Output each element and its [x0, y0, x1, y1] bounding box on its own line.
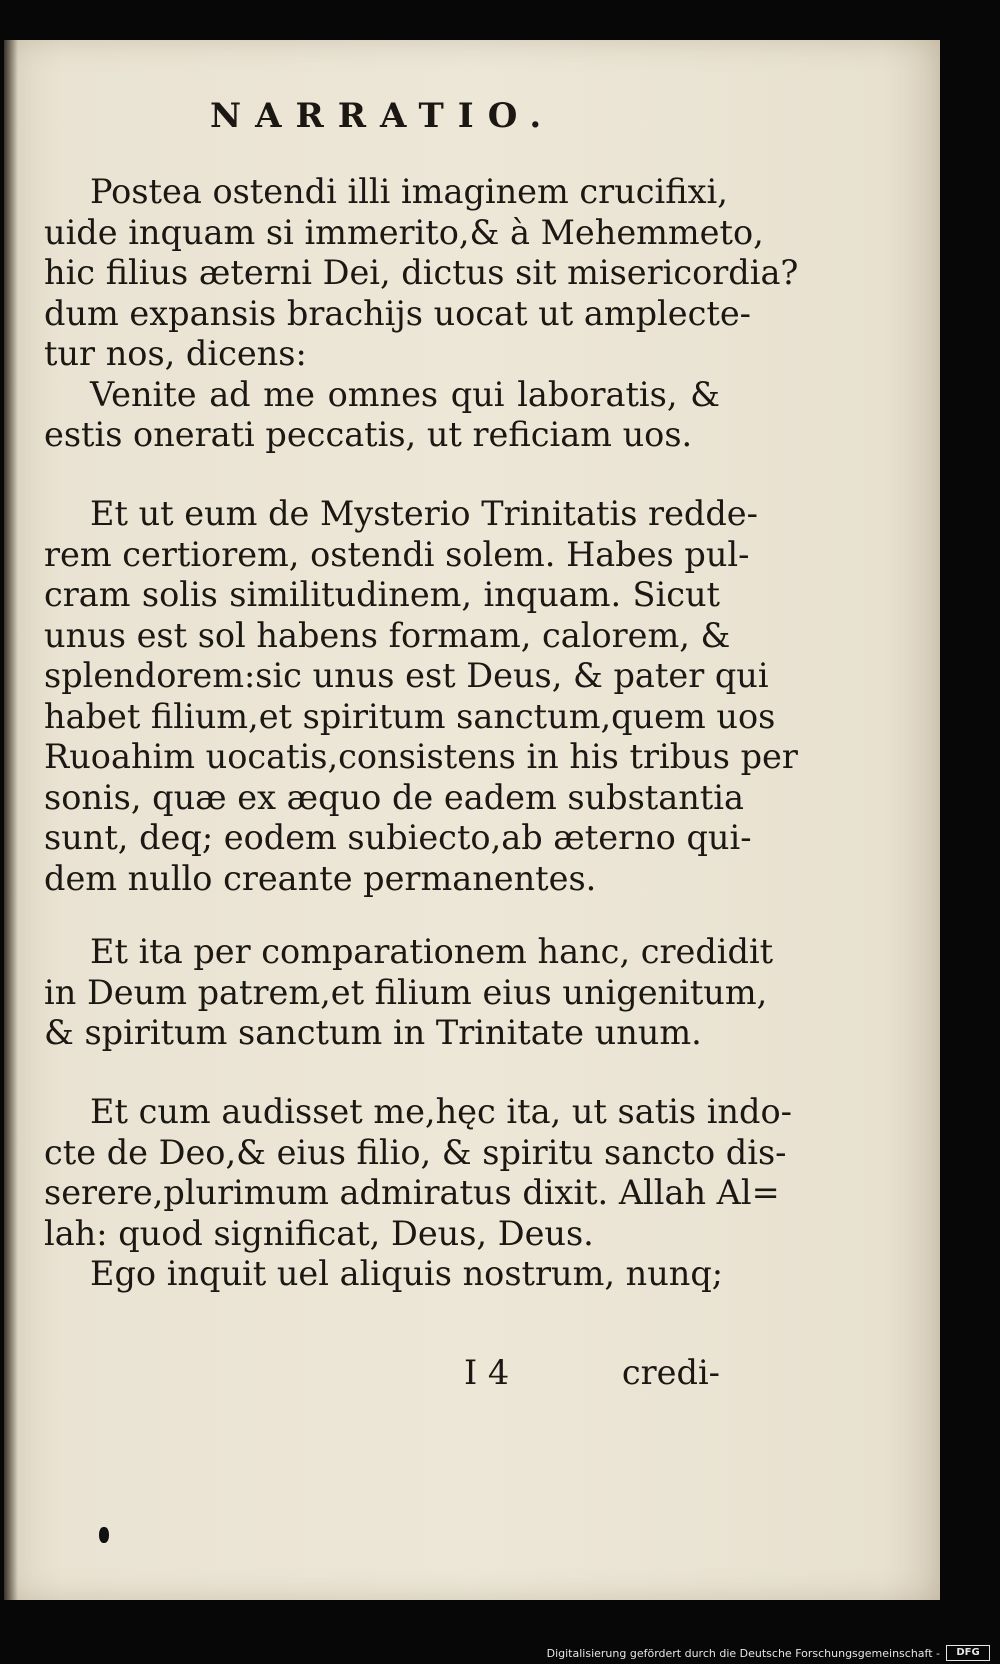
catchword: credi-: [621, 1353, 720, 1392]
text-line: cram solis similitudinem, inquam. Sicut: [44, 575, 720, 614]
paragraph-2: [44, 494, 798, 899]
text-line: dem nullo creante permanentes.: [44, 858, 597, 898]
signature-mark: I 4: [464, 1353, 510, 1392]
text-line: Ego inquit uel aliquis nostrum, nunq;: [90, 1254, 724, 1293]
text-line: cte de Deo,& eius filio, & spiritu sancto dis-: [44, 1132, 787, 1172]
text-line: rem certiorem, ostendi solem. Habes pul-: [44, 534, 750, 574]
text-line: Ruoahim uocatis,consistens in his tribus per: [44, 737, 798, 776]
text-line: habet filium,et spiritum sanctum,quem uos: [44, 696, 776, 736]
text-line: serere,plurimum admiratus dixit. Allah Al=: [44, 1173, 780, 1212]
text-line: tur nos, dicens:: [44, 334, 307, 373]
text-line: estis onerati peccatis, ut reficiam uos.: [44, 415, 693, 454]
text-line: splendorem:sic unus est Deus, & pater qui: [44, 656, 769, 695]
text-line: lah: quod significat, Deus, Deus.: [44, 1213, 594, 1253]
page-gutter-shadow: [4, 40, 18, 1600]
text-line: Et ut eum de Mysterio Trinitatis redde-: [90, 494, 758, 533]
text-line: dum expansis brachijs uocat ut amplecte-: [44, 293, 751, 333]
paragraph-1: [44, 172, 799, 456]
text-line: Et ita per comparationem hanc, credidit: [90, 932, 774, 971]
paragraph-3: [44, 932, 774, 1054]
ink-dot: [99, 1527, 109, 1543]
text-line: hic filius æterni Dei, dictus sit misericordia?: [44, 253, 799, 292]
running-header: NARRATIO.: [210, 96, 556, 136]
text-line: uide inquam si immerito,& à Mehemmeto,: [44, 212, 764, 252]
text-line: Postea ostendi illi imaginem crucifixi,: [90, 172, 728, 211]
text-line: sunt, deq; eodem subiecto,ab æterno qui-: [44, 818, 752, 857]
text-line: Venite ad me omnes qui laboratis, &: [90, 374, 720, 414]
text-line: in Deum patrem,et filium eius unigenitum,: [44, 972, 768, 1012]
text-line: sonis, quæ ex æquo de eadem substantia: [44, 777, 744, 817]
paragraph-4: [44, 1092, 792, 1295]
dfg-logo: DFG: [946, 1645, 990, 1661]
signature-line: [44, 1353, 720, 1393]
footer-credit: Digitalisierung gefördert durch die Deutsche Forschungsgemeinschaft -: [546, 1647, 940, 1660]
text-line: & spiritum sanctum in Trinitate unum.: [44, 1013, 702, 1052]
text-line: unus est sol habens formam, calorem, &: [44, 615, 731, 655]
text-line: Et cum audisset me,hęc ita, ut satis indo-: [90, 1092, 792, 1131]
